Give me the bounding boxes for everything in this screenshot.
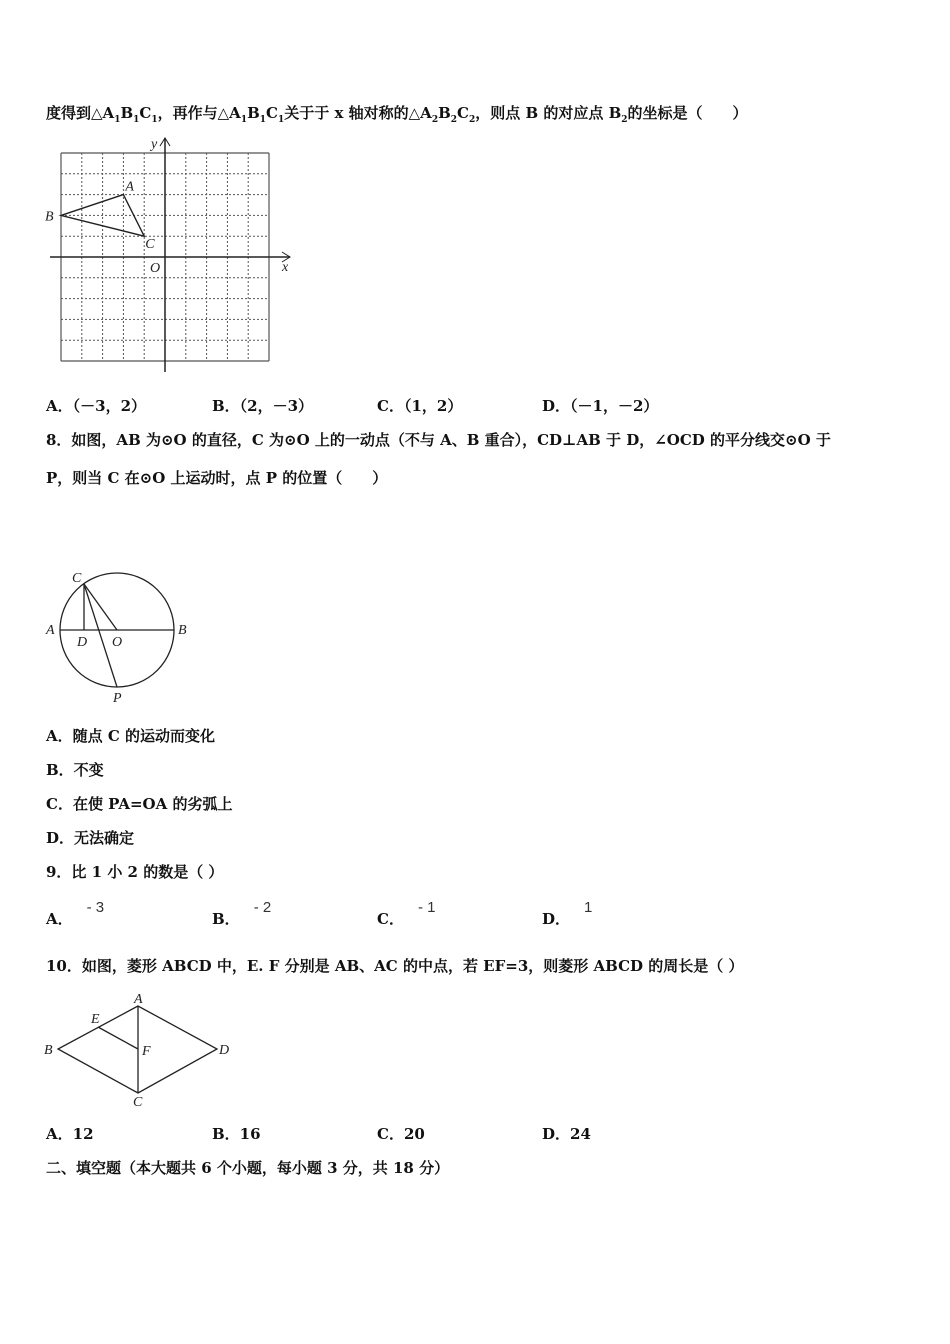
- label-b: B: [178, 623, 187, 638]
- option-value: 1: [584, 899, 593, 916]
- text: ，则点 B 的对应点 B: [475, 104, 622, 122]
- sub: 1: [259, 115, 267, 125]
- label-d: D: [219, 1043, 230, 1058]
- sub: 1: [133, 115, 140, 125]
- text: C: [139, 104, 152, 122]
- segment-ef: [98, 1027, 138, 1049]
- sub: 1: [240, 115, 248, 125]
- q8-stem-line2: P，则当 C 在⊙O 上运动时，点 P 的位置（ ）: [46, 469, 388, 487]
- label-a: A: [125, 179, 134, 195]
- option-letter: D．: [542, 910, 571, 928]
- text: ，再作与△A: [157, 104, 241, 122]
- q7-option-d[interactable]: D．（－1，－2）: [542, 397, 659, 415]
- q8-stem-line1: 8．如图，AB 为⊙O 的直径，C 为⊙O 上的一动点（不与 A、B 重合），CD⊥AB 于 D，∠OCD 的平分线交⊙O 于: [46, 431, 831, 449]
- option-letter: B．: [212, 910, 240, 928]
- q10-option-c[interactable]: C．20: [377, 1125, 425, 1143]
- label-c: C: [145, 237, 155, 253]
- sub: 2: [431, 115, 439, 125]
- option-value: - 1: [417, 899, 436, 916]
- sub: 2: [468, 115, 476, 125]
- q7-option-c[interactable]: C．（1，2）: [377, 397, 463, 415]
- q8-option-a[interactable]: A．随点 C 的运动而变化: [46, 727, 216, 745]
- text: 的坐标是（ ）: [627, 104, 748, 122]
- option-letter: A．: [46, 910, 73, 928]
- sub: 2: [621, 115, 628, 125]
- label-a: A: [46, 623, 55, 638]
- section-2-heading: 二、填空题（本大题共 6 个小题，每小题 3 分，共 18 分）: [46, 1159, 450, 1177]
- q10-stem: 10．如图，菱形 ABCD 中，E. F 分别是 AB、AC 的中点，若 EF=3，则菱形 ABCD 的周长是（ ）: [46, 957, 744, 975]
- sub: 2: [450, 115, 458, 125]
- label-b: B: [44, 1043, 53, 1058]
- label-o: O: [150, 261, 161, 276]
- label-f: F: [142, 1044, 151, 1059]
- q10-option-b[interactable]: B．16: [212, 1125, 261, 1143]
- option-value: - 2: [253, 899, 272, 916]
- label-e: E: [91, 1012, 100, 1027]
- sub: 1: [114, 115, 121, 125]
- text: B: [120, 104, 134, 122]
- q8-option-b[interactable]: B．不变: [46, 761, 104, 779]
- text: C: [457, 104, 469, 122]
- text: 度得到△A: [46, 104, 115, 122]
- q8-option-d[interactable]: D．无法确定: [46, 829, 135, 847]
- q7-option-a[interactable]: A．（－3，2）: [46, 397, 147, 415]
- label-a: A: [134, 992, 143, 1007]
- q10-option-a[interactable]: A．12: [46, 1125, 94, 1143]
- sub: 1: [277, 115, 285, 125]
- label-y: y: [151, 137, 158, 152]
- text: C: [266, 104, 278, 122]
- label-b: B: [45, 209, 54, 225]
- q10-option-d[interactable]: D．24: [542, 1125, 591, 1143]
- label-c: C: [72, 571, 82, 586]
- option-value: - 3: [86, 899, 105, 916]
- label-o: O: [112, 635, 123, 650]
- label-d: D: [77, 635, 88, 650]
- text: 关于于 x 轴对称的△A: [284, 104, 432, 122]
- label-x: x: [282, 260, 289, 275]
- q8-option-c[interactable]: C．在使 PA=OA 的劣弧上: [46, 795, 233, 813]
- option-letter: C．: [377, 910, 404, 928]
- label-c: C: [133, 1095, 143, 1110]
- text: B: [438, 104, 451, 122]
- label-p: P: [113, 691, 122, 706]
- sub: 1: [151, 115, 158, 125]
- q7-option-b[interactable]: B．（2，－3）: [212, 397, 314, 415]
- text: B: [247, 104, 260, 122]
- q9-stem: 9．比 1 小 2 的数是（ ）: [46, 863, 224, 881]
